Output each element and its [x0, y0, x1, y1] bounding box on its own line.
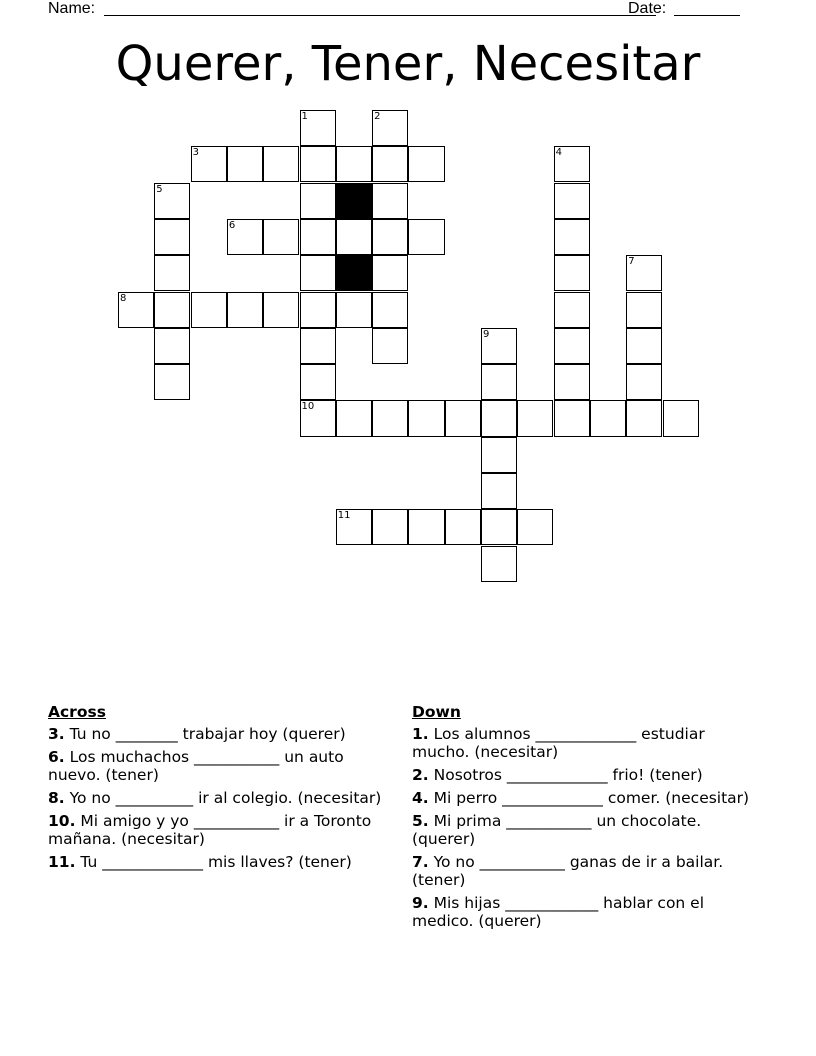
- date-label: Date:: [628, 0, 667, 17]
- crossword-cell[interactable]: [372, 292, 408, 328]
- clue-number: 5.: [412, 812, 429, 830]
- clue-text: Mi perro _____________ comer. (necesitar): [428, 789, 750, 807]
- crossword-cell[interactable]: [481, 400, 517, 436]
- crossword-cell[interactable]: [154, 328, 190, 364]
- clue-text: Mi prima ___________ un chocolate. (querer): [412, 812, 702, 848]
- page-title: Querer, Tener, Necesitar: [115, 36, 701, 92]
- clue-number: 9.: [412, 894, 429, 912]
- clue-number: 8.: [48, 789, 65, 807]
- clue-number: 6: [228, 219, 236, 231]
- crossword-cell[interactable]: [481, 364, 517, 400]
- crossword-cell[interactable]: [372, 255, 408, 291]
- clue-text: Yo no ___________ ganas de ir a bailar. (tener): [412, 853, 724, 889]
- clue-number: 1.: [412, 725, 429, 743]
- crossword-cell[interactable]: [481, 328, 517, 364]
- crossword-cell[interactable]: [372, 110, 408, 146]
- crossword-cell[interactable]: [554, 183, 590, 219]
- crossword-cell[interactable]: [481, 473, 517, 509]
- crossword-cell[interactable]: [626, 255, 662, 291]
- clue-text: Los alumnos _____________ estudiar mucho. (necesitar): [412, 725, 705, 761]
- across-heading: Across: [48, 703, 106, 721]
- clue-number: 1: [301, 111, 308, 122]
- down-clues: [412, 703, 757, 935]
- crossword-cell[interactable]: [408, 219, 444, 255]
- clue-number: 11: [337, 510, 351, 522]
- clue-number: 2.: [412, 766, 429, 784]
- crossword-cell[interactable]: [626, 364, 662, 400]
- clue-number: 2: [374, 111, 381, 122]
- crossword-cell[interactable]: [154, 292, 190, 328]
- crossword-cell[interactable]: [154, 219, 190, 255]
- clue-number: 4: [555, 147, 562, 159]
- crossword-cell[interactable]: [227, 219, 263, 255]
- across-clue: [48, 812, 398, 848]
- across-clue: [48, 725, 398, 743]
- clue-number: 10: [301, 401, 315, 413]
- clue-text: Mis hijas ____________ hablar con el medico. (querer): [412, 894, 705, 930]
- crossword-block: [336, 183, 372, 219]
- crossword-cell[interactable]: [554, 219, 590, 255]
- crossword-cell[interactable]: [336, 400, 372, 436]
- crossword-cell[interactable]: [554, 146, 590, 182]
- crossword-cell[interactable]: [263, 219, 299, 255]
- crossword-cell[interactable]: [336, 509, 372, 545]
- crossword-cell[interactable]: [118, 292, 154, 328]
- crossword-cell[interactable]: [300, 400, 336, 436]
- crossword-cell[interactable]: [372, 509, 408, 545]
- down-clue-list: [412, 725, 757, 930]
- clue-number: 6.: [48, 748, 65, 766]
- clue-text: Tu _____________ mis llaves? (tener): [75, 853, 352, 871]
- clue-text: Nosotros _____________ frio! (tener): [428, 766, 703, 784]
- across-clue-list: [48, 725, 398, 871]
- crossword-cell[interactable]: [300, 255, 336, 291]
- clue-number: 11.: [48, 853, 76, 871]
- clue-number: 7.: [412, 853, 429, 871]
- clue-number: 3: [192, 147, 199, 159]
- crossword-cell[interactable]: [191, 292, 227, 328]
- crossword-cell[interactable]: [590, 400, 626, 436]
- clue-number: 8: [120, 292, 127, 304]
- crossword-cell[interactable]: [481, 509, 517, 545]
- crossword-cell[interactable]: [626, 328, 662, 364]
- clue-text: Mi amigo y yo ___________ ir a Toronto mañana. (necesitar): [48, 812, 372, 848]
- down-clue: [412, 725, 757, 761]
- across-clues: [48, 703, 398, 876]
- clue-text: Los muchachos ___________ un auto nuevo. (tener): [48, 748, 344, 784]
- clue-number: 9: [483, 328, 490, 340]
- crossword-cell[interactable]: [408, 400, 444, 436]
- across-clue: [48, 853, 398, 871]
- crossword-cell[interactable]: [517, 400, 553, 436]
- down-clue: [412, 853, 757, 889]
- clue-text: Yo no __________ ir al colegio. (necesitar): [64, 789, 382, 807]
- clue-text: Tu no ________ trabajar hoy (querer): [64, 725, 346, 743]
- crossword-cell[interactable]: [300, 364, 336, 400]
- down-clue: [412, 894, 757, 930]
- crossword-cell[interactable]: [408, 509, 444, 545]
- clue-number: 4.: [412, 789, 429, 807]
- crossword-cell[interactable]: [300, 292, 336, 328]
- clue-number: 10.: [48, 812, 76, 830]
- crossword-cell[interactable]: [336, 146, 372, 182]
- crossword-cell[interactable]: [372, 400, 408, 436]
- crossword-cell[interactable]: [626, 400, 662, 436]
- crossword-cell[interactable]: [554, 292, 590, 328]
- crossword-cell[interactable]: [554, 400, 590, 436]
- crossword-cell[interactable]: [445, 509, 481, 545]
- down-clue: [412, 766, 757, 784]
- crossword-cell[interactable]: [554, 364, 590, 400]
- name-label: Name:: [48, 0, 96, 17]
- crossword-cell[interactable]: [263, 146, 299, 182]
- crossword-cell[interactable]: [372, 219, 408, 255]
- crossword-cell[interactable]: [481, 546, 517, 582]
- clue-number: 5: [156, 183, 163, 195]
- crossword-cell[interactable]: [154, 364, 190, 400]
- down-clue: [412, 789, 757, 807]
- crossword-cell[interactable]: [372, 146, 408, 182]
- down-clue: [412, 812, 757, 848]
- crossword-cell[interactable]: [300, 328, 336, 364]
- crossword-cell[interactable]: [372, 183, 408, 219]
- crossword-cell[interactable]: [227, 146, 263, 182]
- crossword-cell[interactable]: [626, 292, 662, 328]
- crossword-cell[interactable]: [300, 146, 336, 182]
- crossword-cell[interactable]: [154, 183, 190, 219]
- crossword-cell[interactable]: [554, 255, 590, 291]
- across-clue: [48, 748, 398, 784]
- crossword-cell[interactable]: [372, 328, 408, 364]
- clue-number: 3.: [48, 725, 65, 743]
- crossword-cell[interactable]: [300, 110, 336, 146]
- crossword-cell[interactable]: [154, 255, 190, 291]
- crossword-cell[interactable]: [663, 400, 699, 436]
- crossword-cell[interactable]: [300, 219, 336, 255]
- clue-number: 7: [628, 256, 635, 268]
- crossword-cell[interactable]: [300, 183, 336, 219]
- down-heading: Down: [412, 703, 461, 721]
- crossword-cell[interactable]: [263, 292, 299, 328]
- crossword-cell[interactable]: [445, 400, 481, 436]
- crossword-cell[interactable]: [336, 292, 372, 328]
- crossword-cell[interactable]: [191, 146, 227, 182]
- across-clue: [48, 789, 398, 807]
- crossword-cell[interactable]: [227, 292, 263, 328]
- crossword-cell[interactable]: [408, 146, 444, 182]
- crossword-block: [336, 255, 372, 291]
- crossword-cell[interactable]: [554, 328, 590, 364]
- crossword-cell[interactable]: [517, 509, 553, 545]
- crossword-cell[interactable]: [336, 219, 372, 255]
- crossword-cell[interactable]: [481, 437, 517, 473]
